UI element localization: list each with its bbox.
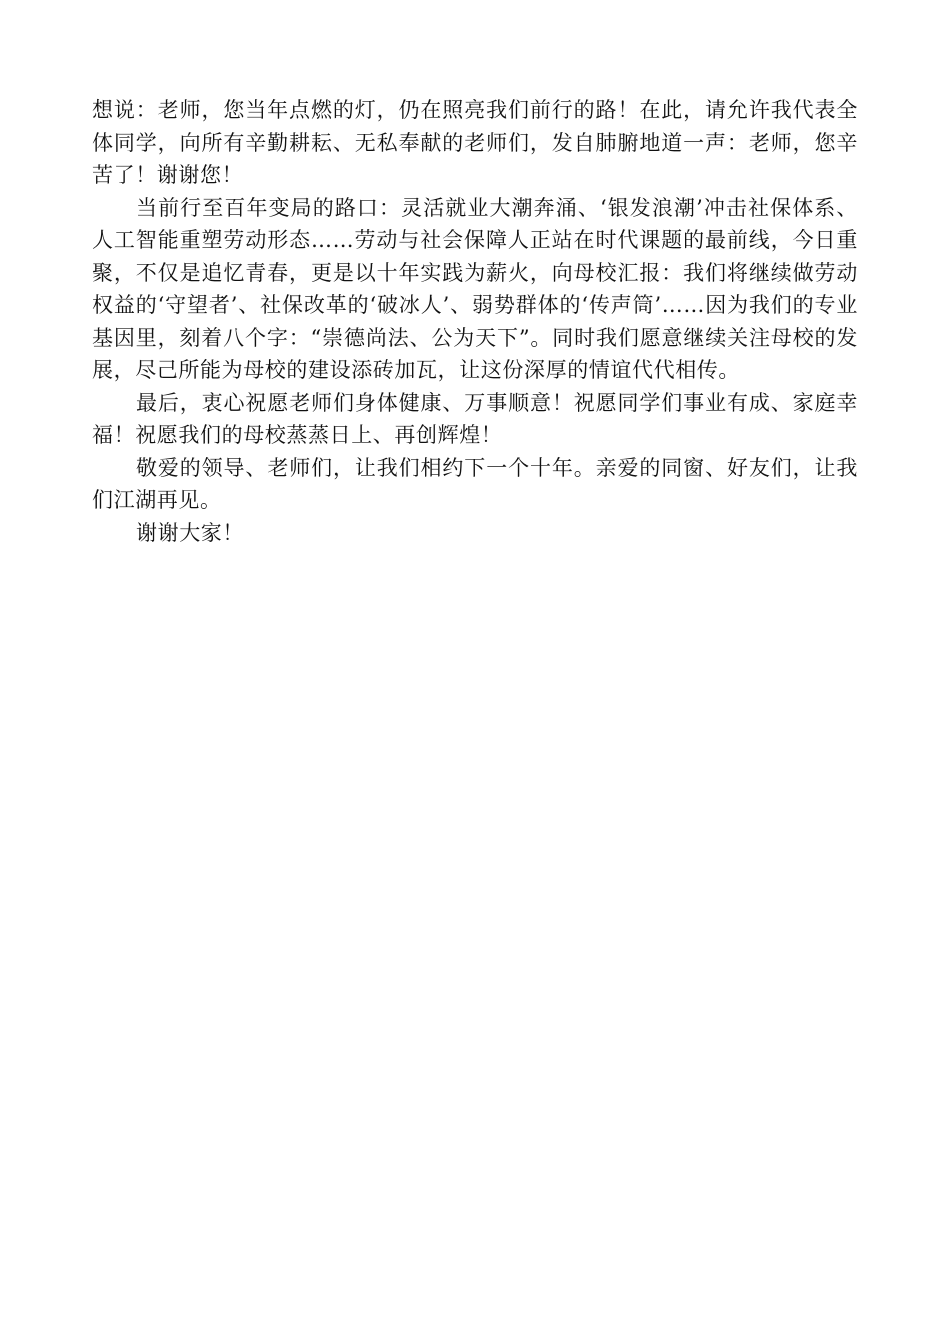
paragraph-continued: 想说：老师，您当年点燃的灯，仍在照亮我们前行的路！在此，请允许我代表全体同学，向所有辛勤耕耘、无私奉献的老师们，发自肺腑地道一声：老师，您辛苦了！谢谢您！ [92,98,858,187]
paragraph-era-challenges: 当前行至百年变局的路口：灵活就业大潮奔涌、‘银发浪潮’冲击社保体系、人工智能重塑劳动形态……劳动与社会保障人正站在时代课题的最前线，今日重聚，不仅是追忆青春，更是以十年实践为薪火，向母校汇报：我们将继续做劳动权益的‘守望者’、社保改革的‘破冰人’、弱势群体的‘传声筒’……因为我们的专业基因里，刻着八个字：“崇德尚法、公为天下”。同时我们愿意继续关注母校的发展，尽己所能为母校的建设添砖加瓦，让这份深厚的情谊代代相传。 [92,195,858,382]
paragraph-thanks: 谢谢大家！ [136,520,244,545]
paragraph-wishes: 最后，衷心祝愿老师们身体健康、万事顺意！祝愿同学们事业有成、家庭幸福！祝愿我们的母校蒸蒸日上、再创辉煌！ [92,390,858,447]
document-body [92,94,858,549]
paragraph-farewell: 敬爱的领导、老师们，让我们相约下一个十年。亲爱的同窗、好友们，让我们江湖再见。 [92,455,858,512]
